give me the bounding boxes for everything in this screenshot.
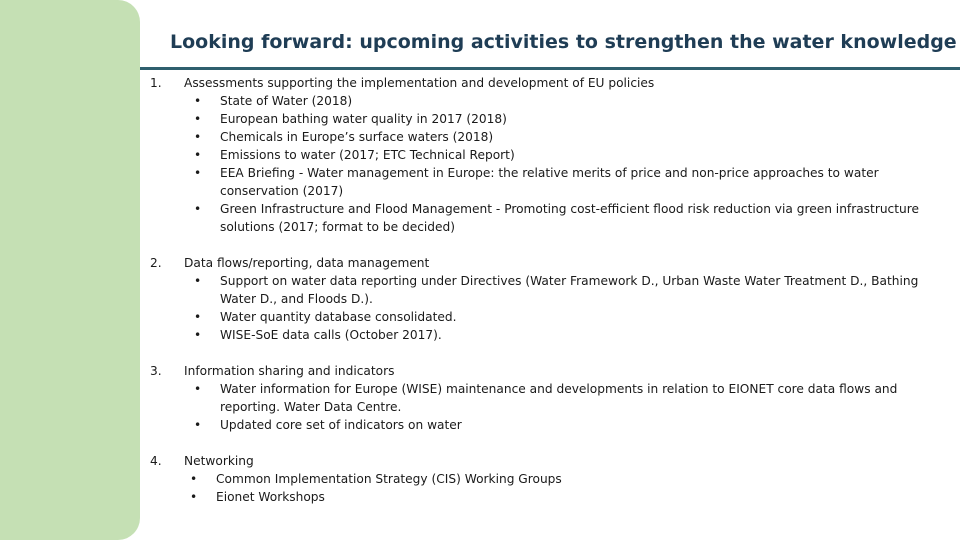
bullet-icon: • xyxy=(194,148,202,162)
slide-content xyxy=(150,74,940,524)
list-item-text: EEA Briefing - Water management in Europe: the relative merits of price and non-price approaches to water conservation (2017) xyxy=(220,166,879,198)
section-number: 1. xyxy=(150,76,162,90)
list-item-text: State of Water (2018) xyxy=(220,94,353,108)
section-networking xyxy=(150,452,940,506)
bullet-icon: • xyxy=(190,490,198,504)
list-item xyxy=(150,380,940,416)
list-item xyxy=(150,272,940,308)
bullet-list xyxy=(150,470,940,506)
bullet-icon: • xyxy=(194,274,202,288)
bullet-list xyxy=(150,380,940,434)
list-item-text: Eionet Workshops xyxy=(216,490,325,504)
section-data-flows xyxy=(150,254,940,344)
section-heading: Data flows/reporting, data management xyxy=(184,256,430,270)
bullet-icon: • xyxy=(194,130,202,144)
list-item-text: Green Infrastructure and Flood Management - Promoting cost-efficient flood risk reduction via green infrastructure solutions (2017; format to be decided) xyxy=(220,202,919,234)
list-item xyxy=(150,488,940,506)
title-divider xyxy=(140,67,960,70)
section-information-sharing xyxy=(150,362,940,434)
bullet-list xyxy=(150,92,940,236)
list-item-text: Water information for Europe (WISE) maintenance and developments in relation to EIONET core data flows and reporting. Water Data Centre. xyxy=(220,382,898,414)
section-number: 4. xyxy=(150,454,162,468)
list-item xyxy=(150,146,940,164)
list-item-text: Chemicals in Europe’s surface waters (2018) xyxy=(220,130,494,144)
list-item xyxy=(150,92,940,110)
list-item xyxy=(150,200,940,236)
list-item-text: Common Implementation Strategy (CIS) Working Groups xyxy=(216,472,562,486)
bullet-icon: • xyxy=(194,382,202,396)
section-number: 2. xyxy=(150,256,162,270)
bullet-icon: • xyxy=(194,166,202,180)
list-item xyxy=(150,416,940,434)
list-item xyxy=(150,164,940,200)
bullet-icon: • xyxy=(194,328,202,342)
list-item xyxy=(150,128,940,146)
bullet-list xyxy=(150,272,940,344)
list-item-text: Water quantity database consolidated. xyxy=(220,310,457,324)
bullet-icon: • xyxy=(194,112,202,126)
list-item-text: Support on water data reporting under Directives (Water Framework D., Urban Waste Water Treatment D., Bathing Water D., and Floods D.). xyxy=(220,274,919,306)
bullet-icon: • xyxy=(194,202,202,216)
bullet-icon: • xyxy=(190,472,198,486)
list-item xyxy=(150,308,940,326)
bullet-icon: • xyxy=(194,418,202,432)
bullet-icon: • xyxy=(194,310,202,324)
section-number: 3. xyxy=(150,364,162,378)
section-heading: Assessments supporting the implementation and development of EU policies xyxy=(184,76,655,90)
list-item-text: Updated core set of indicators on water xyxy=(220,418,462,432)
list-item xyxy=(150,326,940,344)
list-item xyxy=(150,470,940,488)
section-assessments xyxy=(150,74,940,236)
list-item-text: European bathing water quality in 2017 (2018) xyxy=(220,112,507,126)
list-item-text: WISE-SoE data calls (October 2017). xyxy=(220,328,442,342)
list-item-text: Emissions to water (2017; ETC Technical Report) xyxy=(220,148,515,162)
list-item xyxy=(150,110,940,128)
section-heading: Information sharing and indicators xyxy=(184,364,395,378)
section-heading: Networking xyxy=(184,454,254,468)
bullet-icon: • xyxy=(194,94,202,108)
side-accent-panel xyxy=(0,0,140,540)
slide-title: Looking forward: upcoming activities to strengthen the water knowledge xyxy=(170,31,957,53)
